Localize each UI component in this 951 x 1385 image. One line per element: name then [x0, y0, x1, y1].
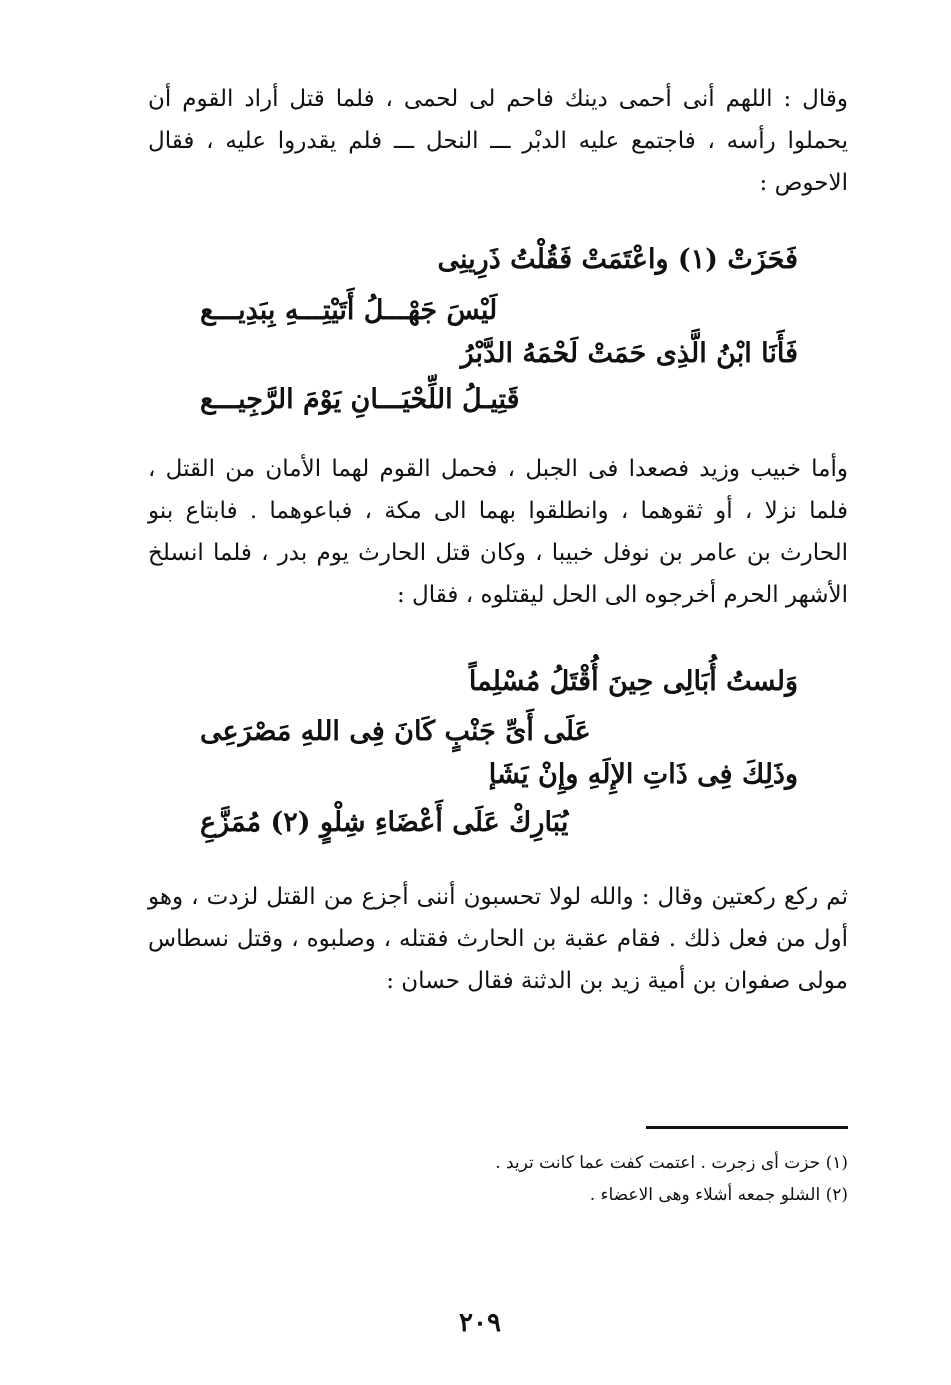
page-number: ٢٠٩	[459, 1308, 501, 1338]
poem-1-line-4: قَتِيـلُ اللِّحْيَـــانِ يَوْمَ الرَّجِيـــع	[200, 384, 520, 415]
poem-1-line-3: فَأَنَا ابْنُ الَّذِى حَمَتْ لَحْمَهُ الدَّبْرُ	[460, 338, 798, 369]
paragraph-2: وأما خبيب وزيد فصعدا فى الجبل ، فحمل القوم لهما الأمان من القتل ، فلما نزلا ، أو ثقوهما ، وانطلقوا بهما الى مكة ، فباعوهما . فابتاع بنو الحارث بن عامر بن نوفل خبيبا ، وكان قتل الحارث يوم بدر ، فلما انسلخ الأشهر الحرم أخرجوه الى الحل ليقتلوه ، فقال :	[148, 456, 848, 608]
poem-1-line-1: فَحَزَتْ (١) واعْتَمَتْ فَقُلْتُ ذَرِينِى	[437, 244, 798, 275]
footnote-1: (١) حزت أى زجرت . اعتمت كفت عما كانت تريد .	[495, 1153, 848, 1173]
footnote-divider	[646, 1126, 848, 1129]
poem-2-line-2: عَلَى أَىِّ جَنْبٍ كَانَ فِى اللهِ مَصْرَعِى	[200, 716, 591, 747]
poem-2-line-3: وذَلِكَ فِى ذَاتِ الإِلَهِ وإِنْ يَشَإ	[488, 759, 798, 790]
paragraph-3: ثم ركع ركعتين وقال : والله لولا تحسبون أننى أجزع من القتل لزدت ، وهو أول من فعل ذلك . فقام عقبة بن الحارث فقتله ، وصلبوه ، وقتل نسطاس مولى صفوان بن أمية زيد بن الدثنة فقال حسان :	[148, 884, 848, 994]
footnote-2: (٢) الشلو جمعه أشلاء وهى الاعضاء .	[589, 1185, 848, 1205]
poem-2-line-1: وَلستُ أُبَالِى حِينَ أُقْتَلُ مُسْلِماً	[468, 666, 798, 697]
poem-2-line-4: يُبَارِكْ عَلَى أَعْضَاءِ شِلْوٍ (٢) مُمَزَّعِ	[200, 807, 569, 838]
paragraph-1: وقال : اللهم أنى أحمى دينك فاحم لى لحمى ، فلما قتل أراد القوم أن يحملوا رأسه ، فاجتمع عليه الدبْر ـــ النحل ـــ فلم يقدروا عليه ، فقال الاحوص :	[148, 86, 848, 196]
poem-1-line-2: لَيْسَ جَهْـــلُ أَتَيْتِـــهِ بِبَدِيـــع	[200, 295, 498, 326]
